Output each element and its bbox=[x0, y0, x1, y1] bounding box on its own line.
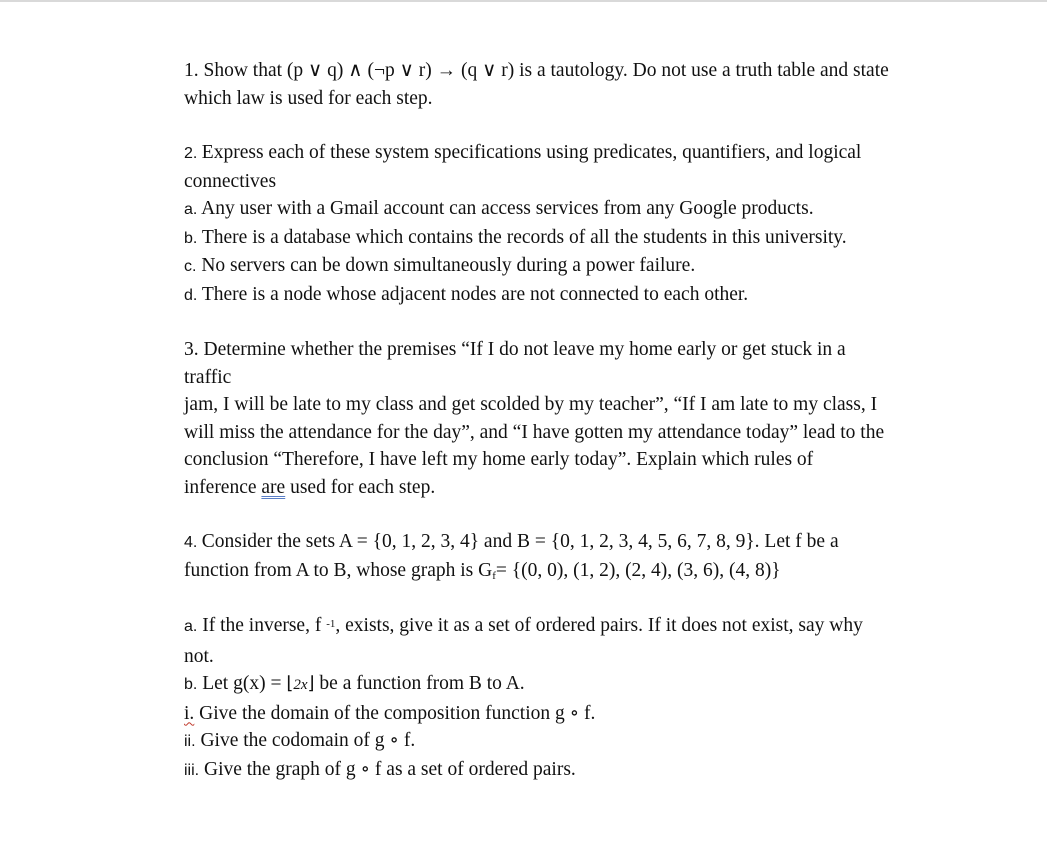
q3-line-5: conclusion “Therefore, I have left my home early today”. Explain which rules of bbox=[184, 449, 814, 470]
part-b-end: be a function from B to A. bbox=[314, 673, 525, 694]
item-marker: b. bbox=[184, 676, 198, 693]
question-2 bbox=[184, 139, 944, 309]
spacer bbox=[184, 112, 944, 139]
q3-line-4: will miss the attendance for the day”, and “I have gotten my attendance today” lead to the bbox=[184, 421, 885, 443]
spacer bbox=[184, 309, 944, 336]
item-text: No servers can be down simultaneously during a power failure. bbox=[196, 255, 696, 276]
item-marker: c. bbox=[184, 258, 197, 275]
item-text: Give the graph of g ∘ f as a set of ordered pairs. bbox=[199, 758, 576, 780]
q2-item-a bbox=[184, 195, 944, 224]
item-text: Give the codomain of g ∘ f. bbox=[195, 730, 416, 751]
q4-part-b-ii bbox=[184, 727, 944, 756]
floor-left: ⌊ bbox=[286, 673, 294, 694]
q4-number: 4. bbox=[184, 534, 202, 551]
item-marker: a. bbox=[184, 618, 198, 635]
item-marker: ii. bbox=[184, 733, 196, 750]
spelling-flag-marker: i. bbox=[184, 702, 195, 724]
q2-number: 2. bbox=[184, 145, 202, 162]
q4-part-a-line-2: not. bbox=[184, 645, 214, 667]
graph-subscript: f bbox=[492, 569, 496, 582]
q1-line-2: which law is used for each step. bbox=[184, 87, 433, 109]
q3-line-3: jam, I will be late to my class and get scolded by my teacher”, “If I am late to my class, I bbox=[184, 394, 878, 415]
question-1 bbox=[184, 57, 944, 112]
item-text: Any user with a Gmail account can access services from any Google products. bbox=[197, 198, 814, 219]
item-marker: iii. bbox=[184, 761, 200, 779]
q4-text: Consider the sets A = {0, 1, 2, 3, 4} and B = {0, 1, 2, 3, 4, 5, 6, 7, 8, 9}. Let f be a bbox=[201, 531, 839, 552]
spacer bbox=[184, 501, 944, 528]
floor-right: ⌋ bbox=[307, 673, 315, 694]
q4-line-2-end: = {(0, 0), (1, 2), (2, 4), (3, 6), (4, 8)} bbox=[495, 559, 781, 581]
q3-line-6-start: inference bbox=[184, 476, 262, 498]
top-border bbox=[0, 0, 1047, 2]
q2-item-b bbox=[184, 224, 944, 253]
inverse-exponent: -1 bbox=[326, 618, 336, 630]
q4-line-1 bbox=[184, 528, 944, 557]
q4-part-b-i bbox=[184, 700, 944, 728]
item-marker: d. bbox=[184, 286, 198, 304]
q2-item-d bbox=[184, 281, 944, 310]
q2-text: Express each of these system specifications using predicates, quantifiers, and logical bbox=[201, 142, 862, 163]
item-text: There is a database which contains the records of all the students in this university. bbox=[197, 226, 847, 248]
document-body bbox=[184, 57, 944, 784]
part-a-start: If the inverse, f bbox=[197, 615, 327, 636]
item-marker: a. bbox=[184, 201, 198, 218]
q4-part-b-iii bbox=[184, 756, 944, 785]
q4-line-2-start: function from A to B, whose graph is G bbox=[184, 559, 493, 581]
q1-line-1: 1. Show that (p ∨ q) ∧ (¬p ∨ r) → (q ∨ r) is a tautology. Do not use a truth table and state bbox=[184, 60, 889, 81]
grammar-flag-are: are bbox=[261, 476, 286, 498]
q2-item-c bbox=[184, 252, 944, 281]
q3-line-1: 3. Determine whether the premises “If I do not leave my home early or get stuck in a bbox=[184, 339, 846, 360]
floor-argument: 2x bbox=[293, 677, 308, 693]
q4-part-a-line-1 bbox=[184, 612, 944, 643]
item-text: Give the domain of the composition function g ∘ f. bbox=[194, 702, 596, 724]
part-b-start: Let g(x) = bbox=[197, 673, 287, 694]
q4-part-b bbox=[184, 670, 944, 700]
q3-line-2: traffic bbox=[184, 366, 232, 388]
q3-line-6 bbox=[184, 474, 944, 502]
question-4 bbox=[184, 528, 944, 784]
part-a-end: , exists, give it as a set of ordered pairs. If it does not exist, say why bbox=[335, 615, 863, 636]
q3-line-6-end: used for each step. bbox=[285, 476, 436, 498]
q2-line-1 bbox=[184, 139, 944, 168]
item-text: There is a node whose adjacent nodes are not connected to each other. bbox=[197, 283, 749, 305]
question-3 bbox=[184, 336, 944, 501]
q4-line-2 bbox=[184, 557, 944, 588]
item-marker: b. bbox=[184, 229, 198, 247]
q2-line-2: connectives bbox=[184, 170, 277, 192]
spacer bbox=[184, 587, 944, 612]
